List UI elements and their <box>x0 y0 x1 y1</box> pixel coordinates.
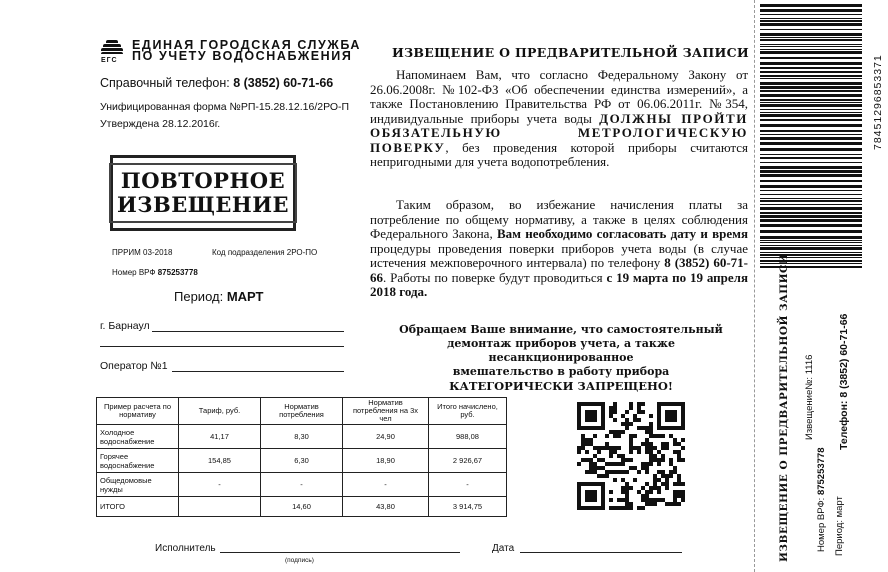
period-value: МАРТ <box>226 289 264 304</box>
calculation-table <box>96 397 507 517</box>
stub-vrf <box>816 447 827 552</box>
p1-text-b: , без проведения которой приборы считаются непригодными для учета водопотребления. <box>370 139 748 169</box>
phone-number: 8 (3852) 60-71-66 <box>233 76 334 90</box>
table-total-row <box>97 497 507 517</box>
table-header: Норматив потребления <box>261 398 343 425</box>
stub-phone: Телефон: 8 (3852) 60-71-66 <box>838 313 850 450</box>
table-row <box>97 449 507 473</box>
table-cell: 154,85 <box>179 449 261 473</box>
table-cell: 41,17 <box>179 425 261 449</box>
table-cell: - <box>179 473 261 497</box>
vrf-number <box>112 268 198 277</box>
signature-caption: (подпись) <box>285 557 314 564</box>
table-cell: Холодное водоснабжение <box>97 425 179 449</box>
stamp-line1: ПОВТОРНОЕ <box>120 168 286 193</box>
city-field-line <box>152 331 344 332</box>
table-cell <box>179 497 261 517</box>
warning-line3: вмешательство в работу прибора <box>452 365 670 378</box>
p2-phone: 8 (3852) 60-71-66 <box>370 255 748 285</box>
table-cell: 8,30 <box>261 425 343 449</box>
warning-line4: КАТЕГОРИЧЕСКИ ЗАПРЕЩЕНО! <box>449 379 673 393</box>
p2-bold: Вам необходимо согласовать дату и время <box>496 226 748 241</box>
p2-dates: с 19 марта по 19 апреля 2018 года. <box>370 269 749 299</box>
table-cell: Горячее водоснабжение <box>97 449 179 473</box>
address-field-line <box>100 346 344 347</box>
table-cell: ИТОГО <box>97 497 179 517</box>
operator-field-line <box>172 371 344 372</box>
form-number: Унифицированная форма №РП-15.28.12.16/2РО-П <box>100 101 350 113</box>
repeat-notice-stamp <box>110 155 296 231</box>
table-cell: 6,30 <box>261 449 343 473</box>
table-header: Тариф, руб. <box>179 398 261 425</box>
table-cell: Общедомовые нужды <box>97 473 179 497</box>
table-row <box>97 425 507 449</box>
warning-block <box>378 323 744 393</box>
table-cell: 988,08 <box>429 425 507 449</box>
stamp-line2: ИЗВЕЩЕНИЕ <box>116 192 290 217</box>
barcode <box>760 2 862 274</box>
period-label: Период: <box>174 289 227 304</box>
stub-title: ИЗВЕЩЕНИЕ О ПРЕДВАРИТЕЛЬНОЙ ЗАПИСИ <box>778 253 790 562</box>
table-cell: 43,80 <box>343 497 429 517</box>
org-header <box>98 40 361 66</box>
reference-phone <box>100 76 333 90</box>
paragraph-instructions <box>370 198 748 300</box>
subdivision-code: Код подразделения 2РО-ПО <box>212 248 318 257</box>
barcode-number: 78451296853371 <box>872 54 884 150</box>
p2-text-c: . Работы по поверке будут проводиться <box>383 269 607 285</box>
table-cell: 24,90 <box>343 425 429 449</box>
approved-date: Утверждена 28.12.2016г. <box>100 118 221 130</box>
table-header-row <box>97 398 507 425</box>
executor-label: Исполнитель <box>155 543 216 554</box>
qr-code <box>577 402 685 510</box>
table-cell: - <box>261 473 343 497</box>
table-header: Пример расчета по нормативу <box>97 398 179 425</box>
stub-period: Период: март <box>834 496 845 556</box>
period <box>174 289 264 304</box>
p1-bold: ДОЛЖНЫ ПРОЙТИ ОБЯЗАТЕЛЬНУЮ МЕТРОЛОГИЧЕСКУЮ ПОВЕРКУ <box>370 110 748 155</box>
city-label: г. Барнаул <box>100 320 150 332</box>
table-cell: - <box>429 473 507 497</box>
org-name-line1: ЕДИНАЯ ГОРОДСКАЯ СЛУЖБА <box>132 38 362 52</box>
org-logo <box>98 40 126 66</box>
table-header: Норматив потребления на 3х чел <box>343 398 429 425</box>
date-label: Дата <box>492 543 515 554</box>
operator-label: Оператор №1 <box>100 360 168 372</box>
logo-abbr: ЕГС <box>101 57 118 64</box>
table-header: Итого начислено, руб. <box>429 398 507 425</box>
table-cell: 18,90 <box>343 449 429 473</box>
p1-text-a: Напоминаем Вам, что согласно Федеральному Закону от 26.06.2008г. №102-ФЗ «Об обеспечении единства измерений», а также Постановлению Правительства РФ от 06.06.2011г. №354, индивидуальные приборы учета воды <box>370 67 748 126</box>
prrim-code: ПРРИМ 03-2018 <box>112 248 173 257</box>
signature-line <box>220 552 460 553</box>
org-name-line2: ПО УЧЕТУ ВОДОСНАБЖЕНИЯ <box>132 49 353 63</box>
table-row <box>97 473 507 497</box>
table-cell: - <box>343 473 429 497</box>
vrf-value: 875253778 <box>157 268 198 277</box>
date-line <box>520 552 682 553</box>
warning-line2: демонтаж приборов учета, а также несанкционированное <box>447 337 675 364</box>
p2-text-a: Таким образом, во избежание начисления платы за потребление по общему нормативу, а также в целях соблюдения Федерального Закона, <box>370 197 748 241</box>
phone-label: Справочный телефон: <box>100 76 234 90</box>
warning-line1: Обращаем Ваше внимание, что самостоятельный <box>399 323 723 336</box>
stub-notice-number: Извещение№: 1116 <box>804 354 815 440</box>
p2-text-b: процедуры проведения поверки приборов учета воды (в случае истечения межповерочного интервала) по телефону <box>370 240 748 270</box>
notice-title: ИЗВЕЩЕНИЕ О ПРЕДВАРИТЕЛЬНОЙ ЗАПИСИ <box>392 45 749 60</box>
stub-vrf-value: 875253778 <box>816 447 827 496</box>
stub-vrf-label: Номер ВРФ: <box>816 495 827 552</box>
table-cell: 14,60 <box>261 497 343 517</box>
table-cell: 3 914,75 <box>429 497 507 517</box>
table-cell: 2 926,67 <box>429 449 507 473</box>
paragraph-law <box>370 68 748 170</box>
vrf-label: Номер ВРФ <box>112 268 158 277</box>
